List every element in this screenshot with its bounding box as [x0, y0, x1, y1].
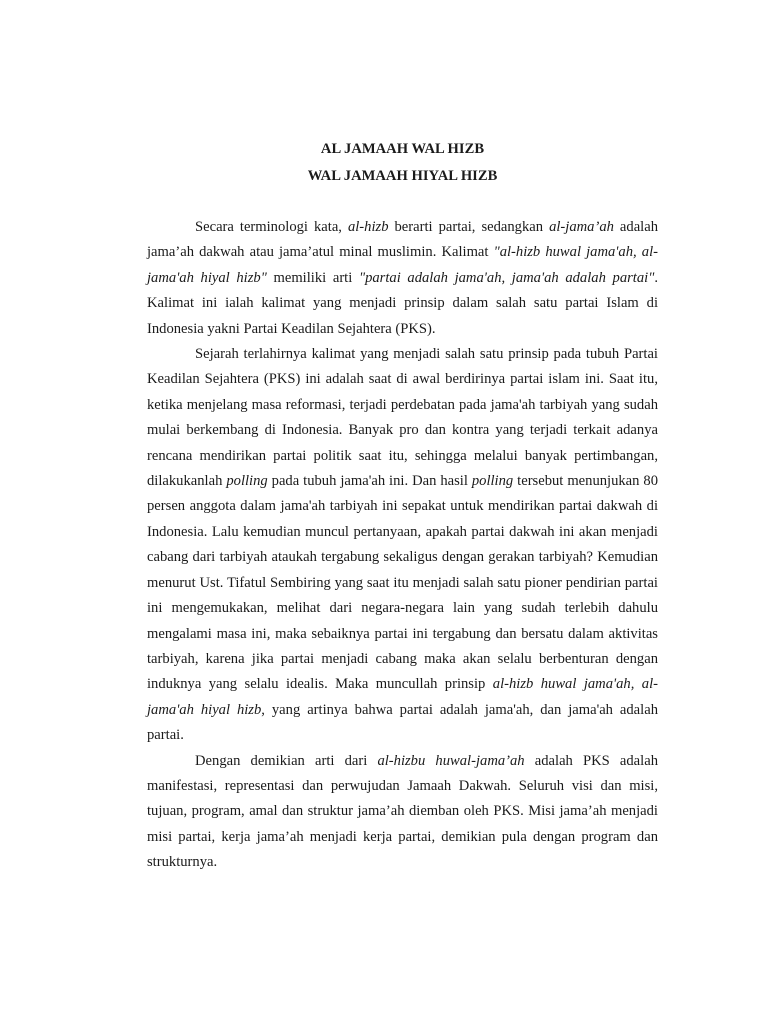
italic-term: al-jama’ah [549, 219, 614, 235]
text-segment: . Kalimat ini ialah kalimat yang menjadi prinsip dalam salah satu partai Islam di Indonesia yakni Partai Keadilan Sejahtera (PKS). [147, 269, 658, 337]
document-body [147, 126, 658, 876]
text-segment: tersebut menunjukan 80 persen anggota dalam jama'ah tarbiyah ini sepakat untuk mendirikan partai dakwah di Indonesia. Lalu kemudian muncul pertanyaan, apakah partai dakwah ini akan menjadi cabang dari tarbiyah ataukah tergabung sekaligus dengan gerakan tarbiyah? Kemudian menurut Ust. Tifatul Sembiring yang saat itu menjadi salah satu pioner pendirian partai ini mengemukakan, melihat dari negara-negara lain yang sudah terlebih dahulu mengalami masa ini, maka sebaiknya partai ini tergabung dan bersatu dalam aktivitas tarbiyah, karena jika partai menjadi cabang maka akan selalu berbenturan dengan induknya yang selalu idealis. Maka muncullah prinsip [147, 473, 659, 693]
paragraph-3 [147, 749, 658, 876]
text-segment: Secara terminologi kata, [195, 219, 348, 235]
italic-term: al-hizbu huwal-jama’ah [377, 752, 525, 769]
text-segment: pada tubuh jama'ah ini. Dan hasil [267, 473, 472, 490]
document-title-line-1: AL JAMAAH WAL HIZB [320, 141, 485, 157]
italic-term: "al-hizb huwal jama'ah, al-jama'ah hiyal hizb" [147, 244, 658, 286]
document-title-line-2: WAL JAMAAH HIYAL HIZB [307, 168, 498, 184]
italic-term: "partai adalah jama'ah, jama'ah adalah partai" [358, 269, 655, 286]
paragraph-2 [147, 342, 658, 749]
italic-term: al-hizb huwal jama'ah, al-jama'ah hiyal hizb [147, 676, 658, 718]
italic-term: polling [226, 473, 268, 490]
text-segment: Dengan demikian arti dari [195, 752, 378, 769]
italic-term: al-hizb [347, 219, 389, 235]
text-segment: adalah jama’ah dakwah atau jama’atul minal muslimin. Kalimat [147, 219, 659, 261]
text-segment: berarti partai, sedangkan [388, 219, 550, 235]
text-segment: adalah PKS adalah manifestasi, representasi dan perwujudan Jamaah Dakwah. Seluruh visi dan misi, tujuan, program, amal dan struktur jama’ah diemban oleh PKS. Misi jama’ah menjadi misi partai, kerja jama’ah menjadi kerja partai, demikian pula dengan program dan strukturnya. [147, 752, 658, 871]
paragraph-1 [147, 215, 658, 342]
italic-term: polling [471, 473, 514, 490]
text-segment: memiliki arti [266, 269, 359, 286]
text-segment: , yang artinya bahwa partai adalah jama'ah, dan jama'ah adalah partai. [147, 701, 658, 744]
text-segment: Sejarah terlahirnya kalimat yang menjadi salah satu prinsip pada tubuh Partai Keadilan Sejahtera (PKS) ini adalah saat di awal berdirinya partai islam ini. Saat itu, ketika menjelang masa reformasi, terjadi perdebatan pada jama'ah tarbiyah yang sudah mulai berkembang di Indonesia. Banyak pro dan kontra yang terjadi terkait adanya rencana mendirikan partai politik saat itu, sehingga melalui banyak pertimbangan, dilakukanlah [147, 346, 658, 490]
